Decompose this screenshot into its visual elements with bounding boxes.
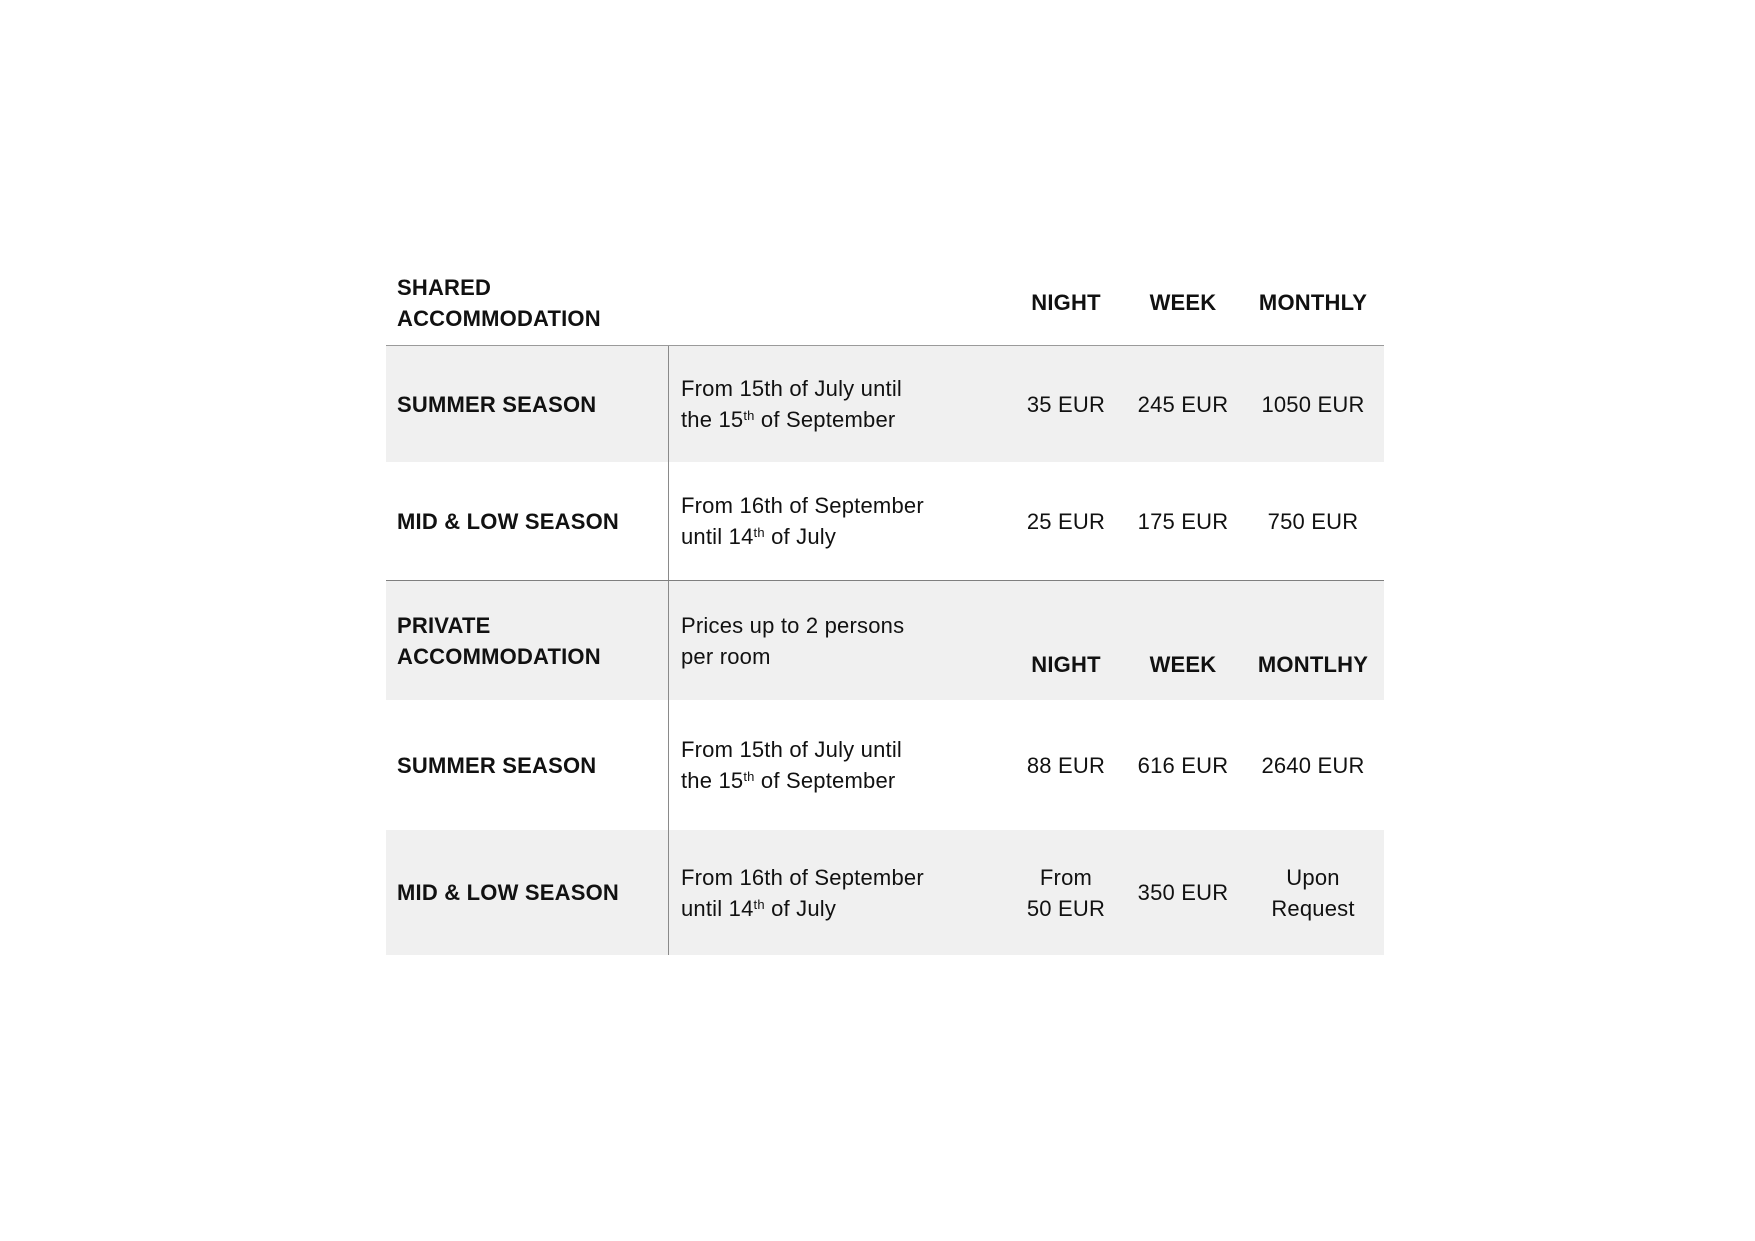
price-night: 88 EUR	[1026, 752, 1106, 778]
price-night: From 50 EUR	[1026, 864, 1106, 921]
price-monthly: 2640 EUR	[1261, 752, 1365, 778]
table-row	[386, 830, 1384, 955]
table-row	[386, 462, 1384, 581]
season-label: SUMMER SEASON	[397, 752, 597, 778]
private-col-week: WEEK	[1149, 652, 1217, 677]
private-title: PRIVATE ACCOMMODATION	[397, 612, 601, 669]
shared-col-monthly: MONTHLY	[1258, 290, 1368, 315]
price-night: 25 EUR	[1026, 508, 1106, 534]
season-dates: From 16th of September until 14th of July	[668, 830, 1008, 955]
price-table	[386, 260, 1384, 955]
shared-col-night: NIGHT	[1031, 290, 1101, 315]
price-week: 350 EUR	[1137, 880, 1229, 905]
private-col-monthly: MONTLHY	[1257, 652, 1369, 677]
price-night: 35 EUR	[1026, 391, 1106, 417]
price-week: 245 EUR	[1137, 391, 1229, 417]
shared-title: SHARED ACCOMMODATION	[397, 274, 601, 331]
season-label: MID & LOW SEASON	[397, 508, 619, 534]
private-col-night: NIGHT	[1031, 652, 1101, 677]
shared-col-week: WEEK	[1149, 290, 1217, 315]
season-label: MID & LOW SEASON	[397, 880, 619, 905]
shared-header-spacer	[668, 260, 1008, 345]
private-note: Prices up to 2 persons per room	[668, 581, 1008, 700]
season-dates: From 16th of September until 14th of July	[668, 462, 1008, 580]
shared-header-row	[386, 260, 1384, 346]
price-week: 175 EUR	[1137, 508, 1229, 534]
table-row	[386, 346, 1384, 462]
price-monthly: 750 EUR	[1267, 508, 1359, 534]
table-row	[386, 700, 1384, 830]
private-header-row	[386, 581, 1384, 700]
season-label: SUMMER SEASON	[397, 391, 597, 417]
season-dates: From 15th of July until the 15th of September	[668, 346, 1008, 462]
price-monthly: 1050 EUR	[1261, 391, 1365, 417]
price-week: 616 EUR	[1137, 752, 1229, 778]
price-monthly: Upon Request	[1271, 864, 1355, 921]
season-dates: From 15th of July until the 15th of September	[668, 700, 1008, 830]
